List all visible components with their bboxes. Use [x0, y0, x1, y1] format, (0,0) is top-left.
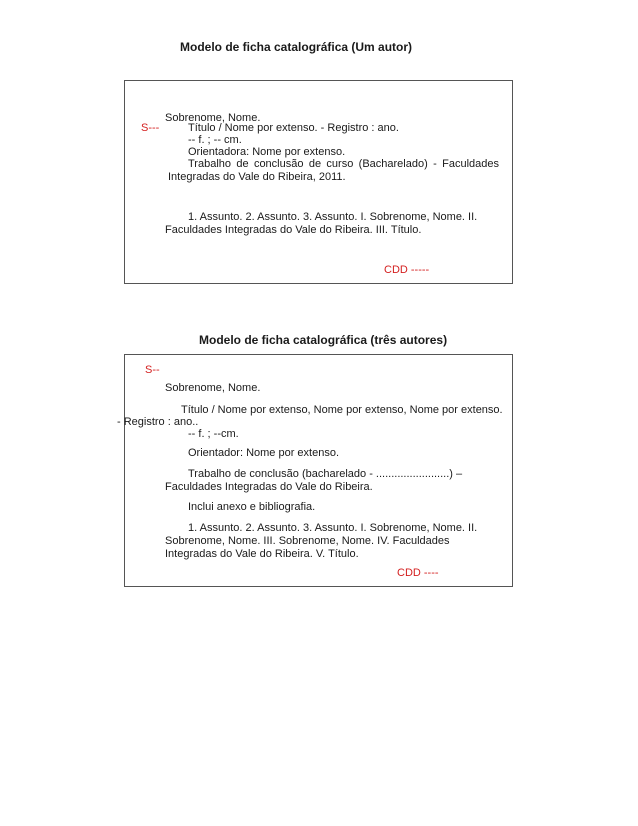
card2-code: S--	[145, 364, 160, 376]
card2-pages: -- f. ; --cm.	[188, 428, 239, 440]
card2-advisor: Orientador: Nome por extenso.	[188, 447, 340, 459]
card1-advisor: Orientadora: Nome por extenso.	[188, 146, 346, 158]
card2-subjects-line3: Integradas do Vale do Ribeira. V. Título.	[165, 548, 359, 560]
card2-subjects-line2: Sobrenome, Nome. III. Sobrenome, Nome. IV. Faculdades	[165, 535, 450, 547]
card1-cdd: CDD -----	[384, 264, 430, 276]
card1-author: Sobrenome, Nome.	[165, 112, 261, 124]
card2-title-line1: Título / Nome por extenso, Nome por extenso, Nome por extenso.	[181, 404, 503, 416]
card1-title-line: Título / Nome por extenso. - Registro : ano.	[188, 122, 399, 134]
card1-subjects-line2: Faculdades Integradas do Vale do Ribeira. III. Título.	[165, 224, 422, 236]
card2-thesis-line1: Trabalho de conclusão (bacharelado - ........................) –	[188, 468, 463, 480]
card1-pages: -- f. ; -- cm.	[188, 134, 242, 146]
card1-code: S---	[141, 122, 160, 134]
card2-subjects-line1: 1. Assunto. 2. Assunto. 3. Assunto. I. Sobrenome, Nome. II.	[188, 522, 478, 534]
card2-title: Modelo de ficha catalográfica (três autores)	[199, 333, 448, 347]
card1-thesis-line1: Trabalho de conclusão de curso (Bacharelado) - Faculdades	[188, 158, 499, 170]
card1-thesis-line2: Integradas do Vale do Ribeira, 2011.	[168, 171, 346, 183]
card2-annex: Inclui anexo e bibliografia.	[188, 501, 316, 513]
card2-title-line2: - Registro : ano..	[117, 416, 199, 428]
card2-cdd: CDD ----	[397, 567, 439, 579]
card1	[124, 80, 513, 284]
card2-author: Sobrenome, Nome.	[165, 382, 261, 394]
card1-title: Modelo de ficha catalográfica (Um autor)	[180, 40, 413, 54]
card2	[117, 354, 513, 587]
card2-thesis-line2: Faculdades Integradas do Vale do Ribeira.	[165, 481, 373, 493]
card1-subjects-line1: 1. Assunto. 2. Assunto. 3. Assunto. I. Sobrenome, Nome. II.	[188, 211, 478, 223]
